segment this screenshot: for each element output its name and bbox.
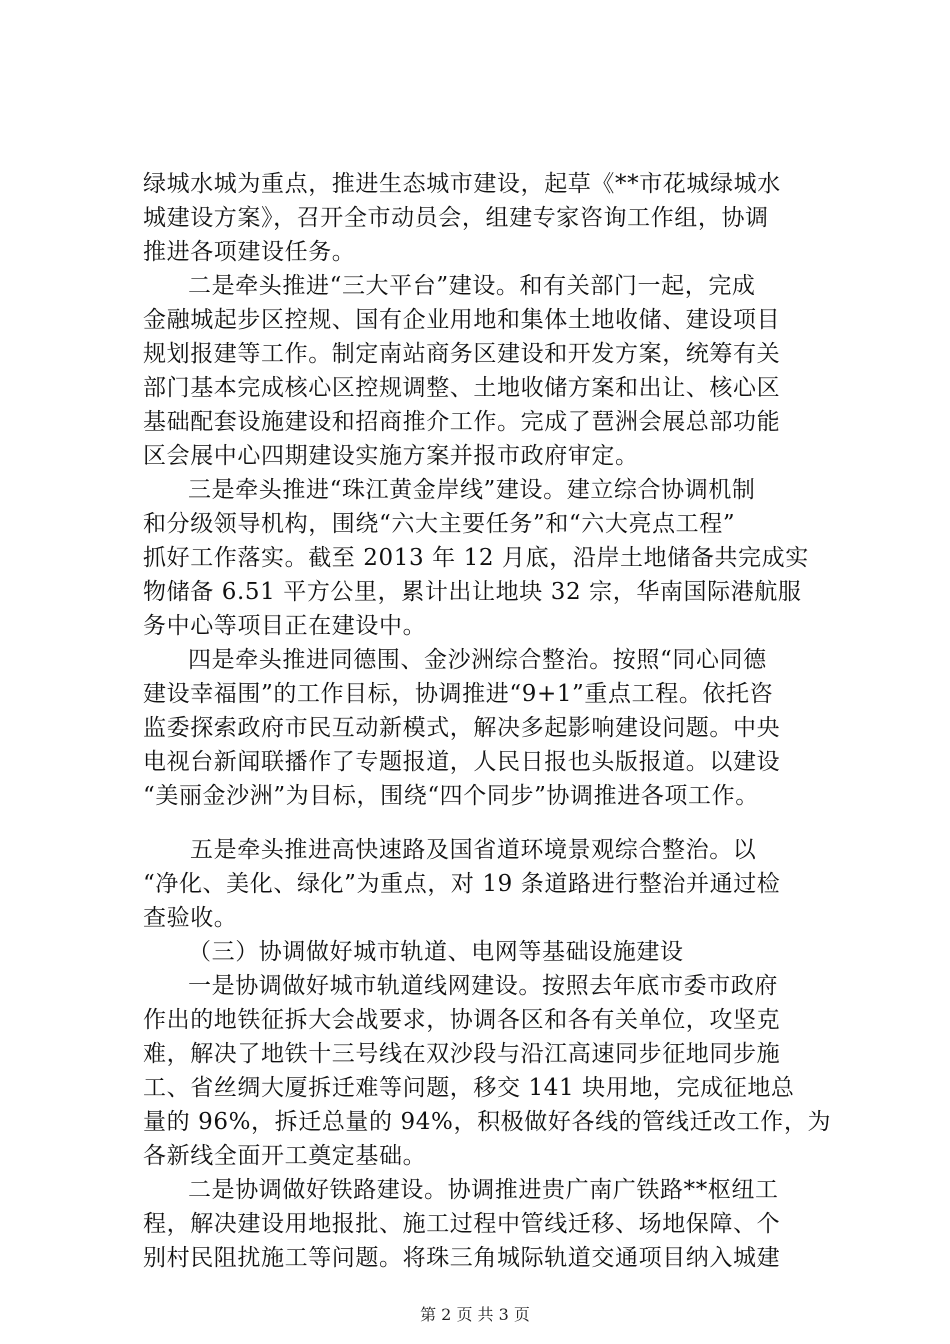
text-line: “净化、美化、绿化”为重点，对 19 条道路进行整治并通过检: [143, 871, 781, 897]
text-line: 推进各项建设任务。: [143, 239, 356, 265]
text-line: 区会展中心四期建设实施方案并报市政府审定。: [143, 443, 639, 469]
text-line: 监委探索政府市民互动新模式，解决多起影响建设问题。中央: [143, 715, 781, 741]
text-line: 绿城水城为重点，推进生态城市建设，起草《**市花城绿城水: [143, 171, 781, 197]
text-line: 务中心等项目正在建设中。: [143, 613, 427, 639]
text-line: 城建设方案》，召开全市动员会，组建专家咨询工作组，协调: [143, 205, 769, 231]
text-line: 难，解决了地铁十三号线在双沙段与沿江高速同步征地同步施: [143, 1041, 781, 1067]
text-line: 电视台新闻联播作了专题报道，人民日报也头版报道。以建设: [143, 749, 781, 775]
text-line: 三是牵头推进“珠江黄金岸线”建设。建立综合协调机制: [188, 477, 756, 503]
text-line: 基础配套设施建设和招商推介工作。完成了琶洲会展总部功能: [143, 409, 781, 435]
text-line: 物储备 6.51 平方公里，累计出让地块 32 宗，华南国际港航服: [143, 579, 802, 605]
text-line: 金融城起步区控规、国有企业用地和集体土地收储、建设项目: [143, 307, 781, 333]
text-line: 各新线全面开工奠定基础。: [143, 1143, 427, 1169]
text-line: 程，解决建设用地报批、施工过程中管线迁移、场地保障、个: [143, 1211, 781, 1237]
text-line: 建设幸福围”的工作目标，协调推进“9+1”重点工程。依托咨: [143, 681, 774, 707]
text-line: 部门基本完成核心区控规调整、土地收储方案和出让、核心区: [143, 375, 781, 401]
text-line: 查验收。: [143, 905, 238, 931]
text-line: 规划报建等工作。制定南站商务区建设和开发方案，统筹有关: [143, 341, 781, 367]
page-number-footer: 第 2 页 共 3 页: [420, 1305, 530, 1324]
text-line: 四是牵头推进同德围、金沙洲综合整治。按照“同心同德: [188, 647, 767, 673]
text-line: 作出的地铁征拆大会战要求，协调各区和各有关单位，攻坚克: [143, 1007, 781, 1033]
text-line: “美丽金沙洲”为目标，围绕“四个同步”协调推进各项工作。: [143, 783, 759, 809]
section-heading: （三）协调做好城市轨道、电网等基础设施建设: [188, 939, 684, 965]
text-line: 二是牵头推进“三大平台”建设。和有关部门一起，完成: [188, 273, 756, 299]
text-line: 二是协调做好铁路建设。协调推进贵广南广铁路**枢纽工: [188, 1177, 779, 1203]
text-line: 别村民阻扰施工等问题。将珠三角城际轨道交通项目纳入城建: [143, 1245, 781, 1271]
text-line: 抓好工作落实。截至 2013 年 12 月底，沿岸土地储备共完成实: [143, 545, 809, 571]
text-line: 一是协调做好城市轨道线网建设。按照去年底市委市政府: [188, 973, 778, 999]
text-line: 工、省丝绸大厦拆迁难等问题，移交 141 块用地，完成征地总: [143, 1075, 795, 1101]
text-line: 量的 96%，拆迁总量的 94%，积极做好各线的管线迁改工作，为: [143, 1109, 832, 1135]
text-line: 和分级领导机构，围绕“六大主要任务”和“六大亮点工程”: [143, 511, 736, 537]
text-line: 五是牵头推进高快速路及国省道环境景观综合整治。以: [190, 837, 757, 863]
